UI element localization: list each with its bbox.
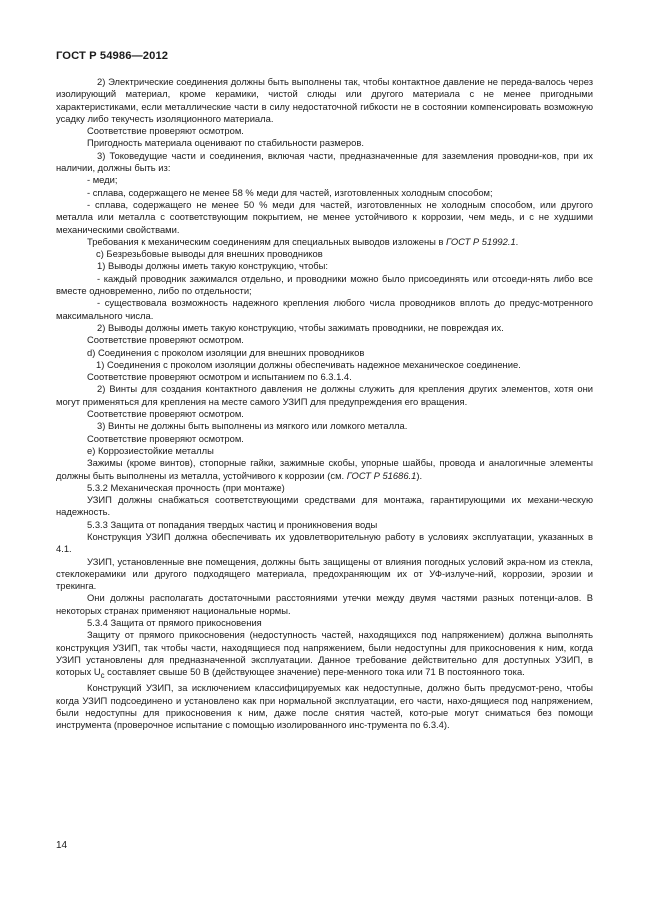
text-run: Конструкций УЗИП, за исключением классифицируемых как недоступные, должно быть предусмот-рено, чтобы когда УЗИП подсоединено и установлено как при нормальной эксплуатации, его части, нахо-дящиеся под напряжением, были недоступны для прикосновения к ним, даже после снятия частей, кото-рые могут сниматься без помощи инструмента (проверочное испытание с помощью изолированного инс-трумента по 6.3.4).	[56, 682, 593, 731]
paragraph	[56, 371, 593, 383]
text-run: Соответствие проверяют осмотром.	[87, 334, 244, 346]
list-item	[56, 273, 593, 298]
text-run: составляет свыше 50 В (действующее значение) пере-менного тока или 71 В постоянного тока.	[104, 666, 525, 678]
text-run: ).	[416, 469, 423, 481]
body-text	[56, 76, 593, 732]
paragraph	[56, 125, 593, 137]
text-run: .	[515, 235, 519, 247]
section-heading	[56, 482, 593, 494]
text-run: 3) Винты не должны быть выполнены из мягкого или ломкого металла.	[97, 420, 408, 432]
page-number: 14	[56, 840, 68, 851]
paragraph	[56, 408, 593, 420]
text-run: 5.3.2 Механическая прочность (при монтаже)	[87, 481, 285, 493]
paragraph	[56, 260, 593, 272]
subsection-heading	[56, 248, 593, 260]
subsection-heading	[56, 445, 593, 457]
text-run: 1) Соединения с проколом изоляции должны обеспечивать надежное механическое соединение.	[96, 358, 521, 370]
text-run: Соответствие проверяют осмотром.	[87, 408, 244, 420]
text-run: Защиту от прямого прикосновения (недоступность частей, находящихся под напряжением) должна выполнять конструкция УЗИП, так чтобы части, находящиеся под напряжением, были недоступны для прикосновения к ним, когда УЗИП установлены для предназначенной эксплуатации. Данное требование действительно для доступных УЗИП, в которых U	[56, 629, 593, 678]
subsection-heading	[56, 347, 593, 359]
text-run: 2) Выводы должны иметь такую конструкцию, чтобы зажимать проводники, не повреждая их.	[97, 321, 504, 333]
paragraph	[56, 592, 593, 617]
paragraph	[56, 494, 593, 519]
paragraph	[56, 383, 593, 408]
list-item	[56, 174, 593, 186]
paragraph	[56, 433, 593, 445]
text-run: е) Коррозиестойкие металлы	[87, 444, 214, 456]
text-run: Пригодность материала оценивают по стабильности размеров.	[87, 137, 364, 149]
paragraph	[56, 334, 593, 346]
paragraph	[56, 682, 593, 731]
paragraph	[56, 629, 593, 682]
paragraph	[56, 236, 593, 248]
text-run: Соответствие проверяют осмотром.	[87, 432, 244, 444]
paragraph	[56, 137, 593, 149]
paragraph	[56, 420, 593, 432]
paragraph	[56, 322, 593, 334]
text-run: Требования к механическим соединениям для специальных выводов изложены в	[87, 235, 447, 247]
text-run: 1) Выводы должны иметь такую конструкцию, чтобы:	[97, 260, 328, 272]
subscript: c	[100, 671, 105, 681]
text-run: - сплава, содержащего не менее 50 % меди для частей, изготовленных не холодным способом, или другого металла или металла с соответствующим покрытием, не менее устойчивого к коррозии, чем медь, и с не худшими механическими свойствами.	[56, 198, 593, 235]
text-run: - меди;	[87, 174, 118, 186]
text-run: 5.3.3 Защита от попадания твердых частиц и проникновения воды	[87, 518, 378, 530]
text-run: d) Соединения с проколом изоляции для внешних проводников	[87, 346, 365, 358]
section-heading	[56, 617, 593, 629]
list-item	[56, 297, 593, 322]
paragraph	[56, 150, 593, 175]
text-run: - каждый проводник зажимался отдельно, и проводники можно было присоединять или отсоеди-нять либо все вместе одновременно, либо по отдельности;	[56, 272, 593, 297]
text-run: 2) Винты для создания контактного давления не должны служить для крепления других элементов, хотя они могут применяться для крепления на месте самого УЗИП для предупреждения его вращения.	[56, 383, 593, 407]
paragraph	[56, 531, 593, 556]
page-header: ГОСТ Р 54986—2012	[56, 50, 169, 62]
paragraph	[56, 76, 593, 125]
text-run: 2) Электрические соединения должны быть выполнены так, чтобы контактное давление не переда-валось через изолирующий материал, кроме керамики, чистой слюды или другого материала с не менее пригодными характеристиками, если металлические части в силу недостаточной гибкости не в состоянии компенсировать возможную усадку либо текучесть изоляционного материала.	[56, 76, 593, 124]
standard-reference: ГОСТ Р 51992.1	[446, 235, 516, 247]
paragraph	[56, 359, 593, 371]
text-run: УЗИП должны снабжаться соответствующими средствами для монтажа, гарантирующими их механи-ческую надежность.	[56, 494, 593, 518]
text-run: с) Безрезьбовые выводы для внешних проводников	[96, 248, 323, 260]
standard-reference: ГОСТ Р 51686.1	[346, 469, 417, 481]
text-run: Зажимы (кроме винтов), стопорные гайки, зажимные скобы, упорные шайбы, провода и аналогичные элементы должны быть выполнены из металла, устойчивого к коррозии (см.	[56, 457, 593, 481]
list-item	[56, 199, 593, 236]
section-heading	[56, 519, 593, 531]
list-item	[56, 187, 593, 199]
text-run: Соответствие проверяют осмотром.	[87, 125, 244, 137]
text-run: 5.3.4 Защита от прямого прикосновения	[87, 617, 262, 629]
text-run: Они должны располагать достаточными расстояниями утечки между двумя частями разных потенци-алов. В некоторых странах применяют национальные нормы.	[56, 592, 593, 616]
paragraph	[56, 457, 593, 482]
text-run: - существовала возможность надежного крепления любого числа проводников вплоть до предус-мотренного максимального числа.	[56, 297, 593, 321]
text-run: Конструкция УЗИП должна обеспечивать их удовлетворительную работу в условиях эксплуатации, указанных в 4.1.	[56, 530, 593, 555]
text-run: Соответствие проверяют осмотром и испытанием по 6.3.1.4.	[87, 371, 352, 383]
text-run: УЗИП, установленные вне помещения, должны быть защищены от влияния погодных условий экра-ном из стекла, стеклокерамики или другого подходящего материала, предохраняющим их от УФ-излуче-ний, коррозии, эрозии и трекинга.	[56, 555, 593, 592]
paragraph	[56, 556, 593, 593]
text-run: - сплава, содержащего не менее 58 % меди для частей, изготовленных холодным способом;	[87, 186, 493, 198]
text-run: 3) Токоведущие части и соединения, включая части, предназначенные для заземления проводни-ков, при их наличии, должны быть из:	[56, 149, 593, 174]
